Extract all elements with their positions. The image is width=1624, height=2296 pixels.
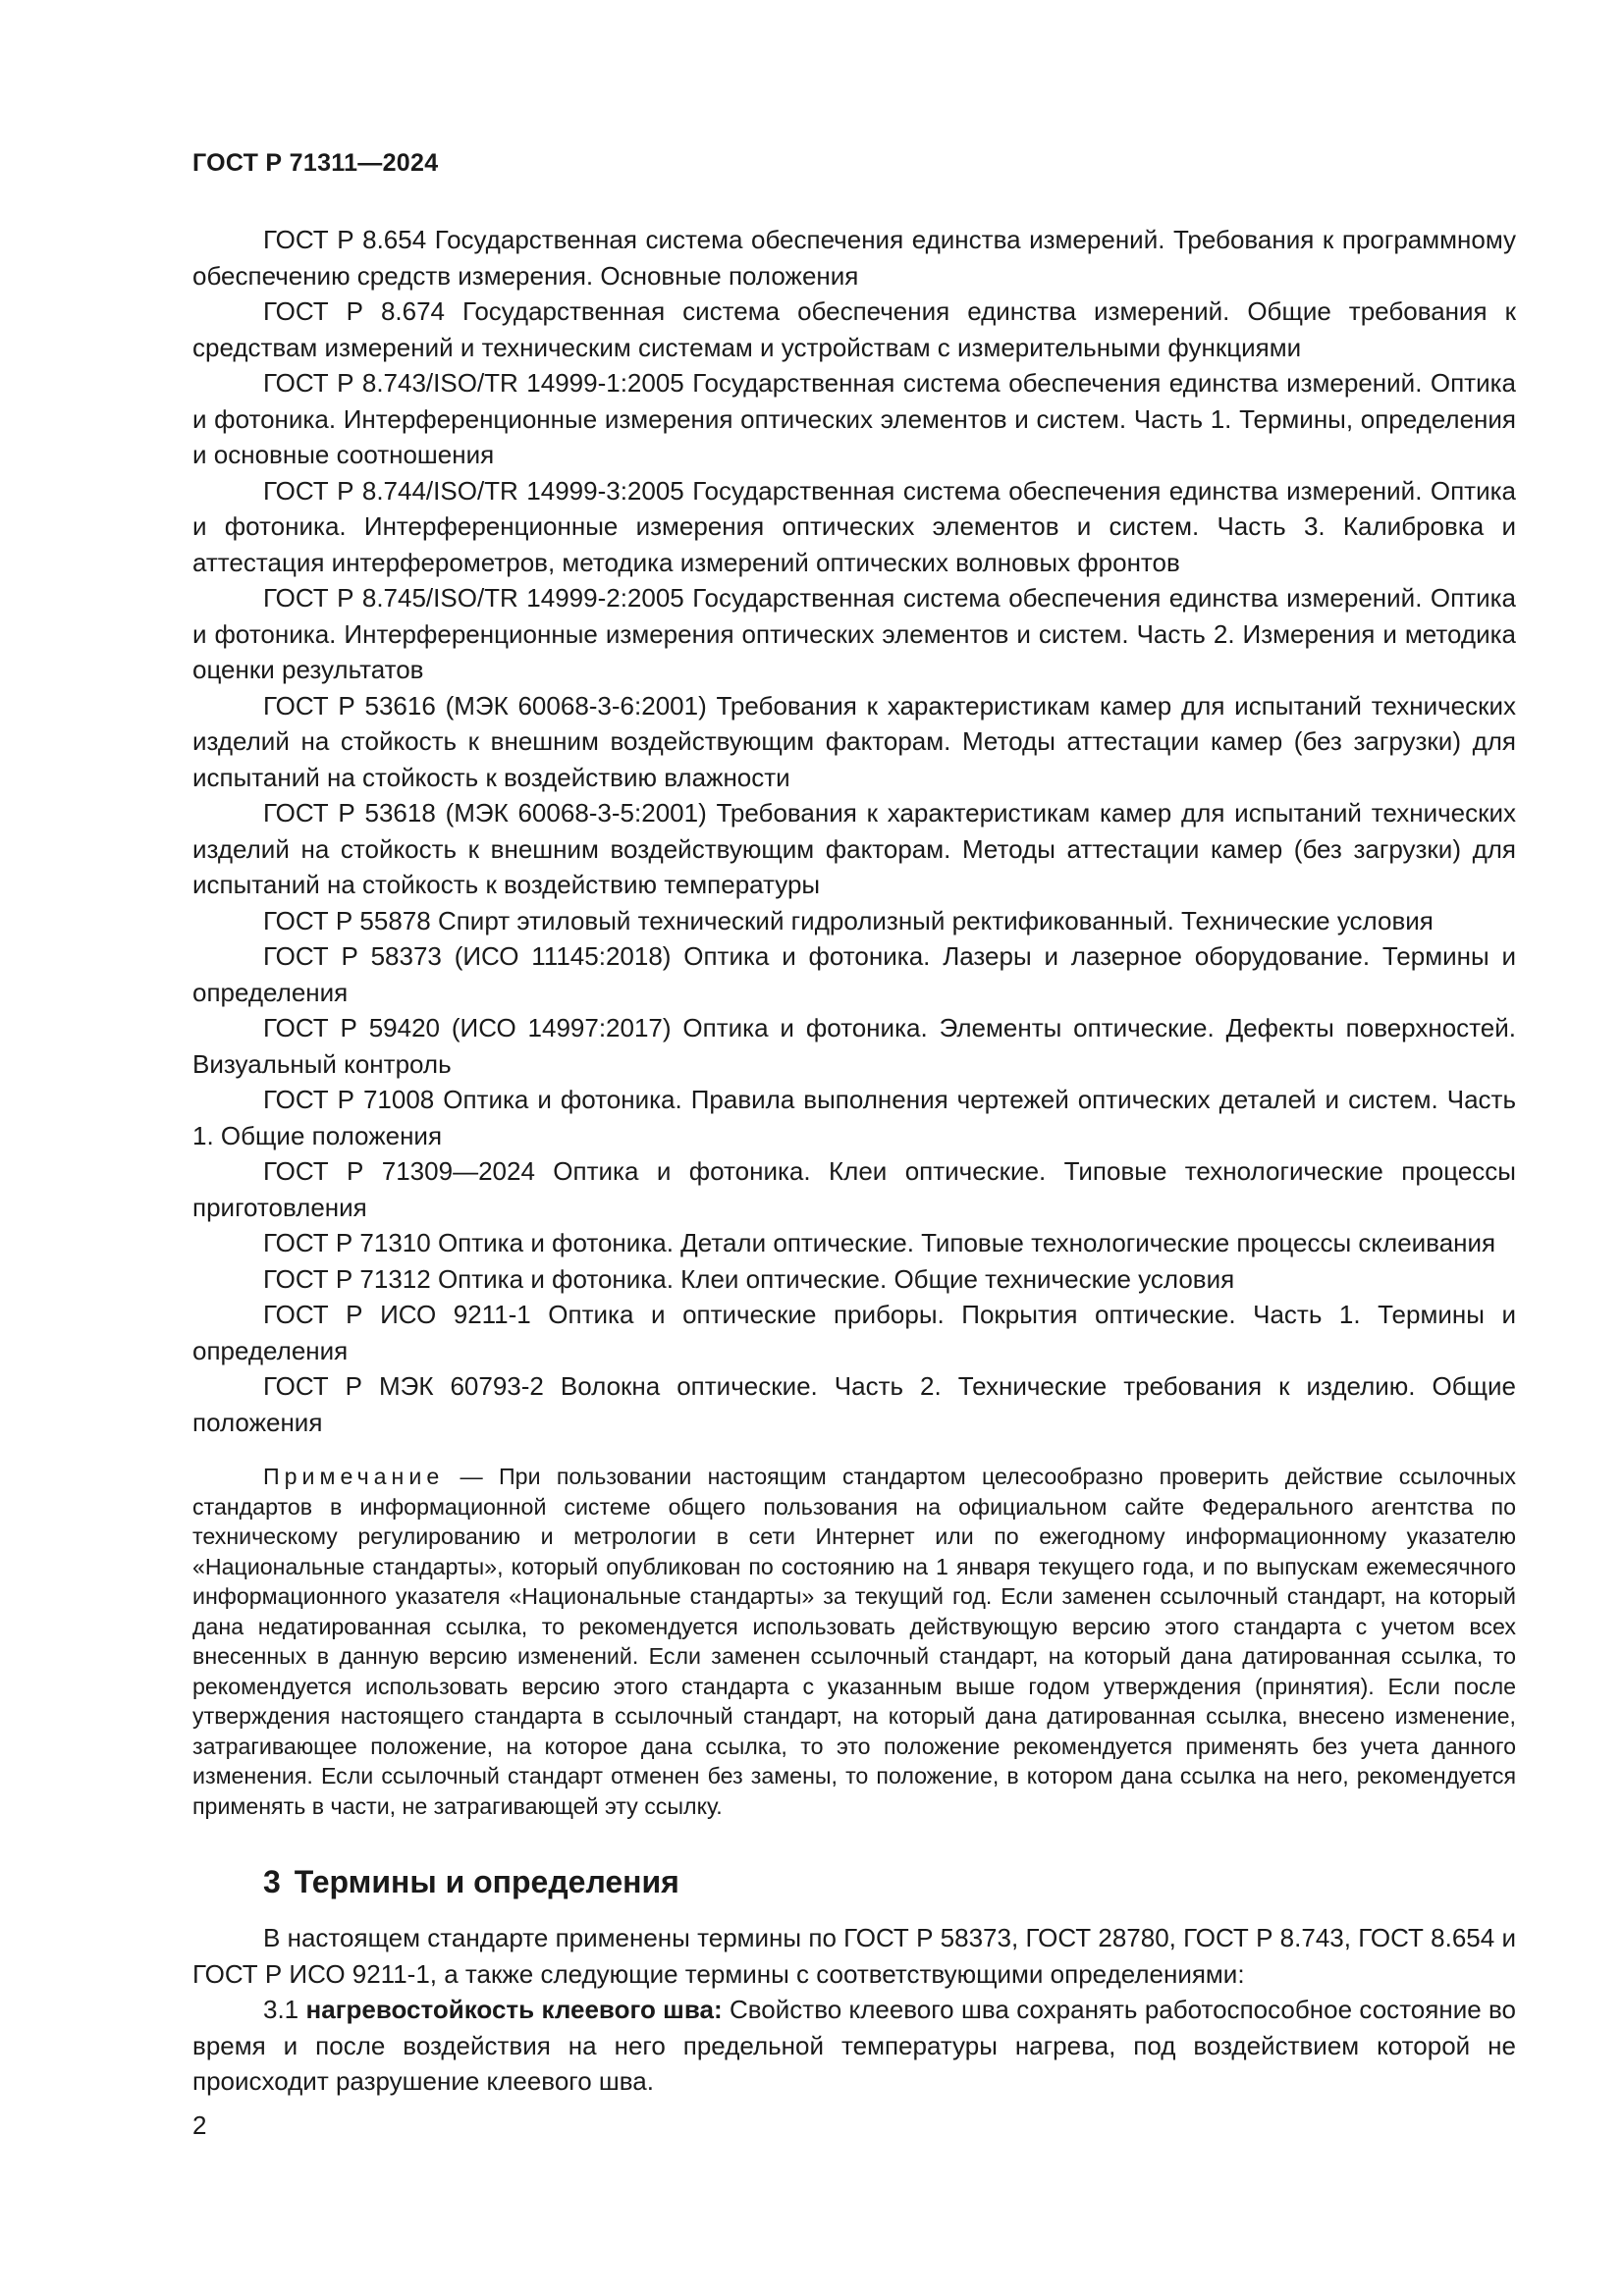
- reference-item: ГОСТ Р 71312 Оптика и фотоника. Клеи оптические. Общие технические условия: [263, 1263, 1235, 1294]
- section-number: 3: [263, 1864, 281, 1899]
- reference-item: ГОСТ Р 8.674 Государственная система обеспечения единства измерений. Общие требования к средствам измерений и техническим системам и устройствам с измерительными функциями: [192, 296, 1516, 362]
- page-number: 2: [192, 2110, 207, 2140]
- reference-item: ГОСТ Р 71309—2024 Оптика и фотоника. Клеи оптические. Типовые технологические процессы приготовления: [192, 1156, 1516, 1222]
- reference-item: ГОСТ Р ИСО 9211-1 Оптика и оптические приборы. Покрытия оптические. Часть 1. Термины и определения: [192, 1300, 1516, 1365]
- reference-item: ГОСТ Р 71008 Оптика и фотоника. Правила выполнения чертежей оптических деталей и систем. Часть 1. Общие положения: [192, 1085, 1516, 1150]
- references-list: [192, 222, 1516, 1440]
- page-content: [192, 222, 1516, 2100]
- reference-item: ГОСТ Р 71310 Оптика и фотоника. Детали оптические. Типовые технологические процессы склеивания: [263, 1228, 1496, 1257]
- section-intro: В настоящем стандарте применены термины по ГОСТ Р 58373, ГОСТ 28780, ГОСТ Р 8.743, ГОСТ 8.654 и ГОСТ Р ИСО 9211-1, а также следующие термины с соответствующими определениями:: [192, 1923, 1516, 1989]
- reference-item: ГОСТ Р 8.744/ISO/TR 14999-3:2005 Государственная система обеспечения единства измерений. Оптика и фотоника. Интерференционные измерения оптических элементов и систем. Часть 3. Калибровка и аттестация интерферометров, методика измерений оптических волновых фронтов: [192, 475, 1516, 577]
- section-heading: [263, 1864, 1516, 1900]
- reference-item: ГОСТ Р 53616 (МЭК 60068-3-6:2001) Требования к характеристикам камер для испытаний технических изделий на стойкость к внешним воздействующим факторам. Методы аттестации камер (без загрузки) для испытаний на стойкость к воздействию влажности: [192, 690, 1516, 792]
- term-name: нагревостойкость клеевого шва:: [305, 1995, 723, 2024]
- reference-item: ГОСТ Р 8.743/ISO/TR 14999-1:2005 Государственная система обеспечения единства измерений. Оптика и фотоника. Интерференционные измерения оптических элементов и систем. Часть 1. Термины, определения и основные соотношения: [192, 368, 1516, 469]
- reference-item: ГОСТ Р 53618 (МЭК 60068-3-5:2001) Требования к характеристикам камер для испытаний технических изделий на стойкость к внешним воздействующим факторам. Методы аттестации камер (без загрузки) для испытаний на стойкость к воздействию температуры: [192, 798, 1516, 899]
- note-text: — При пользовании настоящим стандартом целесообразно проверить действие ссылочных стандартов в информационной системе общего пользования на официальном сайте Федерального агентства по техническому регулированию и метрологии в сети Интернет или по ежегодному информационному указателю «Национальные стандарты», который опубликован по состоянию на 1 января текущего года, и по выпускам ежемесячного информационного указателя «Национальные стандарты» за текущий год. Если заменен ссылочный стандарт, на который дана недатированная ссылка, то рекомендуется использовать действующую версию этого стандарта с учетом всех внесенных в данную версию изменений. Если заменен ссылочный стандарт, на который дана датированная ссылка, то рекомендуется использовать версию этого стандарта с указанным выше годом утверждения (принятия). Если после утверждения настоящего стандарта в ссылочный стандарт, на который дана датированная ссылка, внесено изменение, затрагивающее положение, на которое дана ссылка, то это положение рекомендуется применять без учета данного изменения. Если ссылочный стандарт отменен без замены, то положение, в котором дана ссылка на него, рекомендуется применять в части, не затрагивающей эту ссылку.: [192, 1464, 1516, 1819]
- reference-item: ГОСТ Р 58373 (ИСО 11145:2018) Оптика и фотоника. Лазеры и лазерное оборудование. Термины и определения: [192, 941, 1516, 1007]
- reference-item: ГОСТ Р 8.654 Государственная система обеспечения единства измерений. Требования к программному обеспечению средств измерения. Основные положения: [192, 225, 1516, 291]
- term-number: 3.1: [263, 1995, 299, 2024]
- reference-item: ГОСТ Р 8.745/ISO/TR 14999-2:2005 Государственная система обеспечения единства измерений. Оптика и фотоника. Интерференционные измерения оптических элементов и систем. Часть 2. Измерения и методика оценки результатов: [192, 583, 1516, 684]
- term-definition-text: Свойство клеевого шва сохранять работоспособное состояние во время и после воздействия на него предельной температуры нагрева, под воздействием которой не происходит разрушение клеевого шва.: [192, 1995, 1517, 2096]
- term-definition: [192, 1992, 1516, 2100]
- reference-item: ГОСТ Р 59420 (ИСО 14997:2017) Оптика и фотоника. Элементы оптические. Дефекты поверхностей. Визуальный контроль: [192, 1013, 1516, 1079]
- section-title: Термины и определения: [294, 1864, 679, 1899]
- document-header: ГОСТ Р 71311—2024: [192, 149, 439, 177]
- reference-item: ГОСТ Р МЭК 60793-2 Волокна оптические. Часть 2. Технические требования к изделию. Общие положения: [192, 1371, 1516, 1437]
- note-paragraph: [192, 1462, 1516, 1821]
- reference-item: ГОСТ Р 55878 Спирт этиловый технический гидролизный ректификованный. Технические условия: [263, 905, 1434, 935]
- note-label: Примечание: [263, 1464, 445, 1489]
